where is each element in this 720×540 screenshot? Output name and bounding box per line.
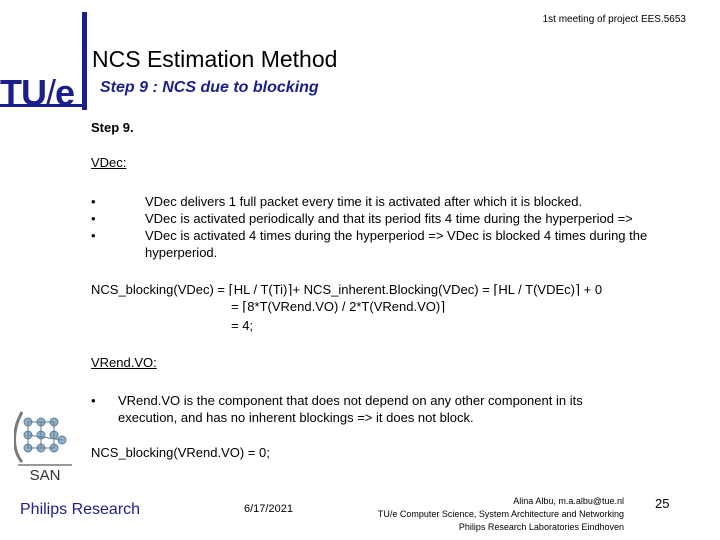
footer-author-line-1: Alina Albu, m.a.albu@tue.nl bbox=[513, 496, 624, 506]
vrend-bullet bbox=[91, 392, 631, 426]
slide-subtitle: Step 9 : NCS due to blocking bbox=[100, 79, 319, 96]
tue-logo-slash: / bbox=[46, 72, 56, 113]
vrend-heading: VRend.VO: bbox=[91, 355, 157, 370]
footer-author bbox=[348, 495, 624, 534]
san-logo-text: SAN bbox=[29, 467, 61, 482]
vdec-bullet-3 bbox=[91, 227, 681, 261]
page-number: 25 bbox=[655, 496, 670, 511]
tue-logo-tu: TU bbox=[0, 72, 46, 113]
formula-line-1: NCS_blocking(VDec) = ⌈HL / T(Ti)⌉+ NCS_inherent.Blocking(VDec) = ⌈HL / T(VDEc)⌉ + 0 bbox=[91, 282, 603, 297]
bullet-dot: • bbox=[91, 211, 96, 226]
formula-line-2: = ⌈8*T(VRend.VO) / 2*T(VRend.VO)⌉ bbox=[231, 299, 446, 314]
step-heading: Step 9. bbox=[91, 120, 134, 135]
header-vertical-bar bbox=[82, 12, 87, 110]
formula-line-3: = 4; bbox=[231, 318, 254, 333]
vdec-heading: VDec: bbox=[91, 155, 127, 170]
footer-author-line-2: TU/e Computer Science, System Architecture and Networking bbox=[377, 509, 624, 519]
vdec-bullet-1-text: VDec delivers 1 full packet every time it is activated after which it is blocked. bbox=[145, 194, 583, 209]
san-logo bbox=[14, 410, 76, 482]
vdec-bullet-1 bbox=[91, 193, 681, 210]
vdec-bullet-3-text: VDec is activated 4 times during the hyperperiod => VDec is blocked 4 times during the hyperperiod. bbox=[145, 228, 648, 260]
san-logo-graphic bbox=[14, 410, 76, 482]
bullet-dot: • bbox=[91, 194, 96, 209]
vdec-bullet-2 bbox=[91, 210, 681, 227]
bullet-dot: • bbox=[91, 228, 96, 243]
tue-logo-e: e bbox=[55, 72, 75, 113]
footer-company: Philips Research bbox=[20, 501, 141, 518]
vrend-formula: NCS_blocking(VRend.VO) = 0; bbox=[91, 445, 270, 460]
footer-date: 6/17/2021 bbox=[244, 503, 293, 515]
vdec-bullet-2-text: VDec is activated periodically and that its period fits 4 time during the hyperperiod => bbox=[145, 211, 633, 226]
vrend-bullet-text: VRend.VO is the component that does not depend on any other component in its execution, and has no inherent blockings => it does not block. bbox=[118, 393, 583, 425]
slide-title: NCS Estimation Method bbox=[92, 46, 338, 72]
footer-author-line-3: Philips Research Laboratories Eindhoven bbox=[458, 522, 624, 532]
meeting-label: 1st meeting of project EES.5653 bbox=[542, 14, 686, 25]
bullet-dot: • bbox=[91, 393, 96, 408]
tue-logo bbox=[0, 72, 74, 114]
